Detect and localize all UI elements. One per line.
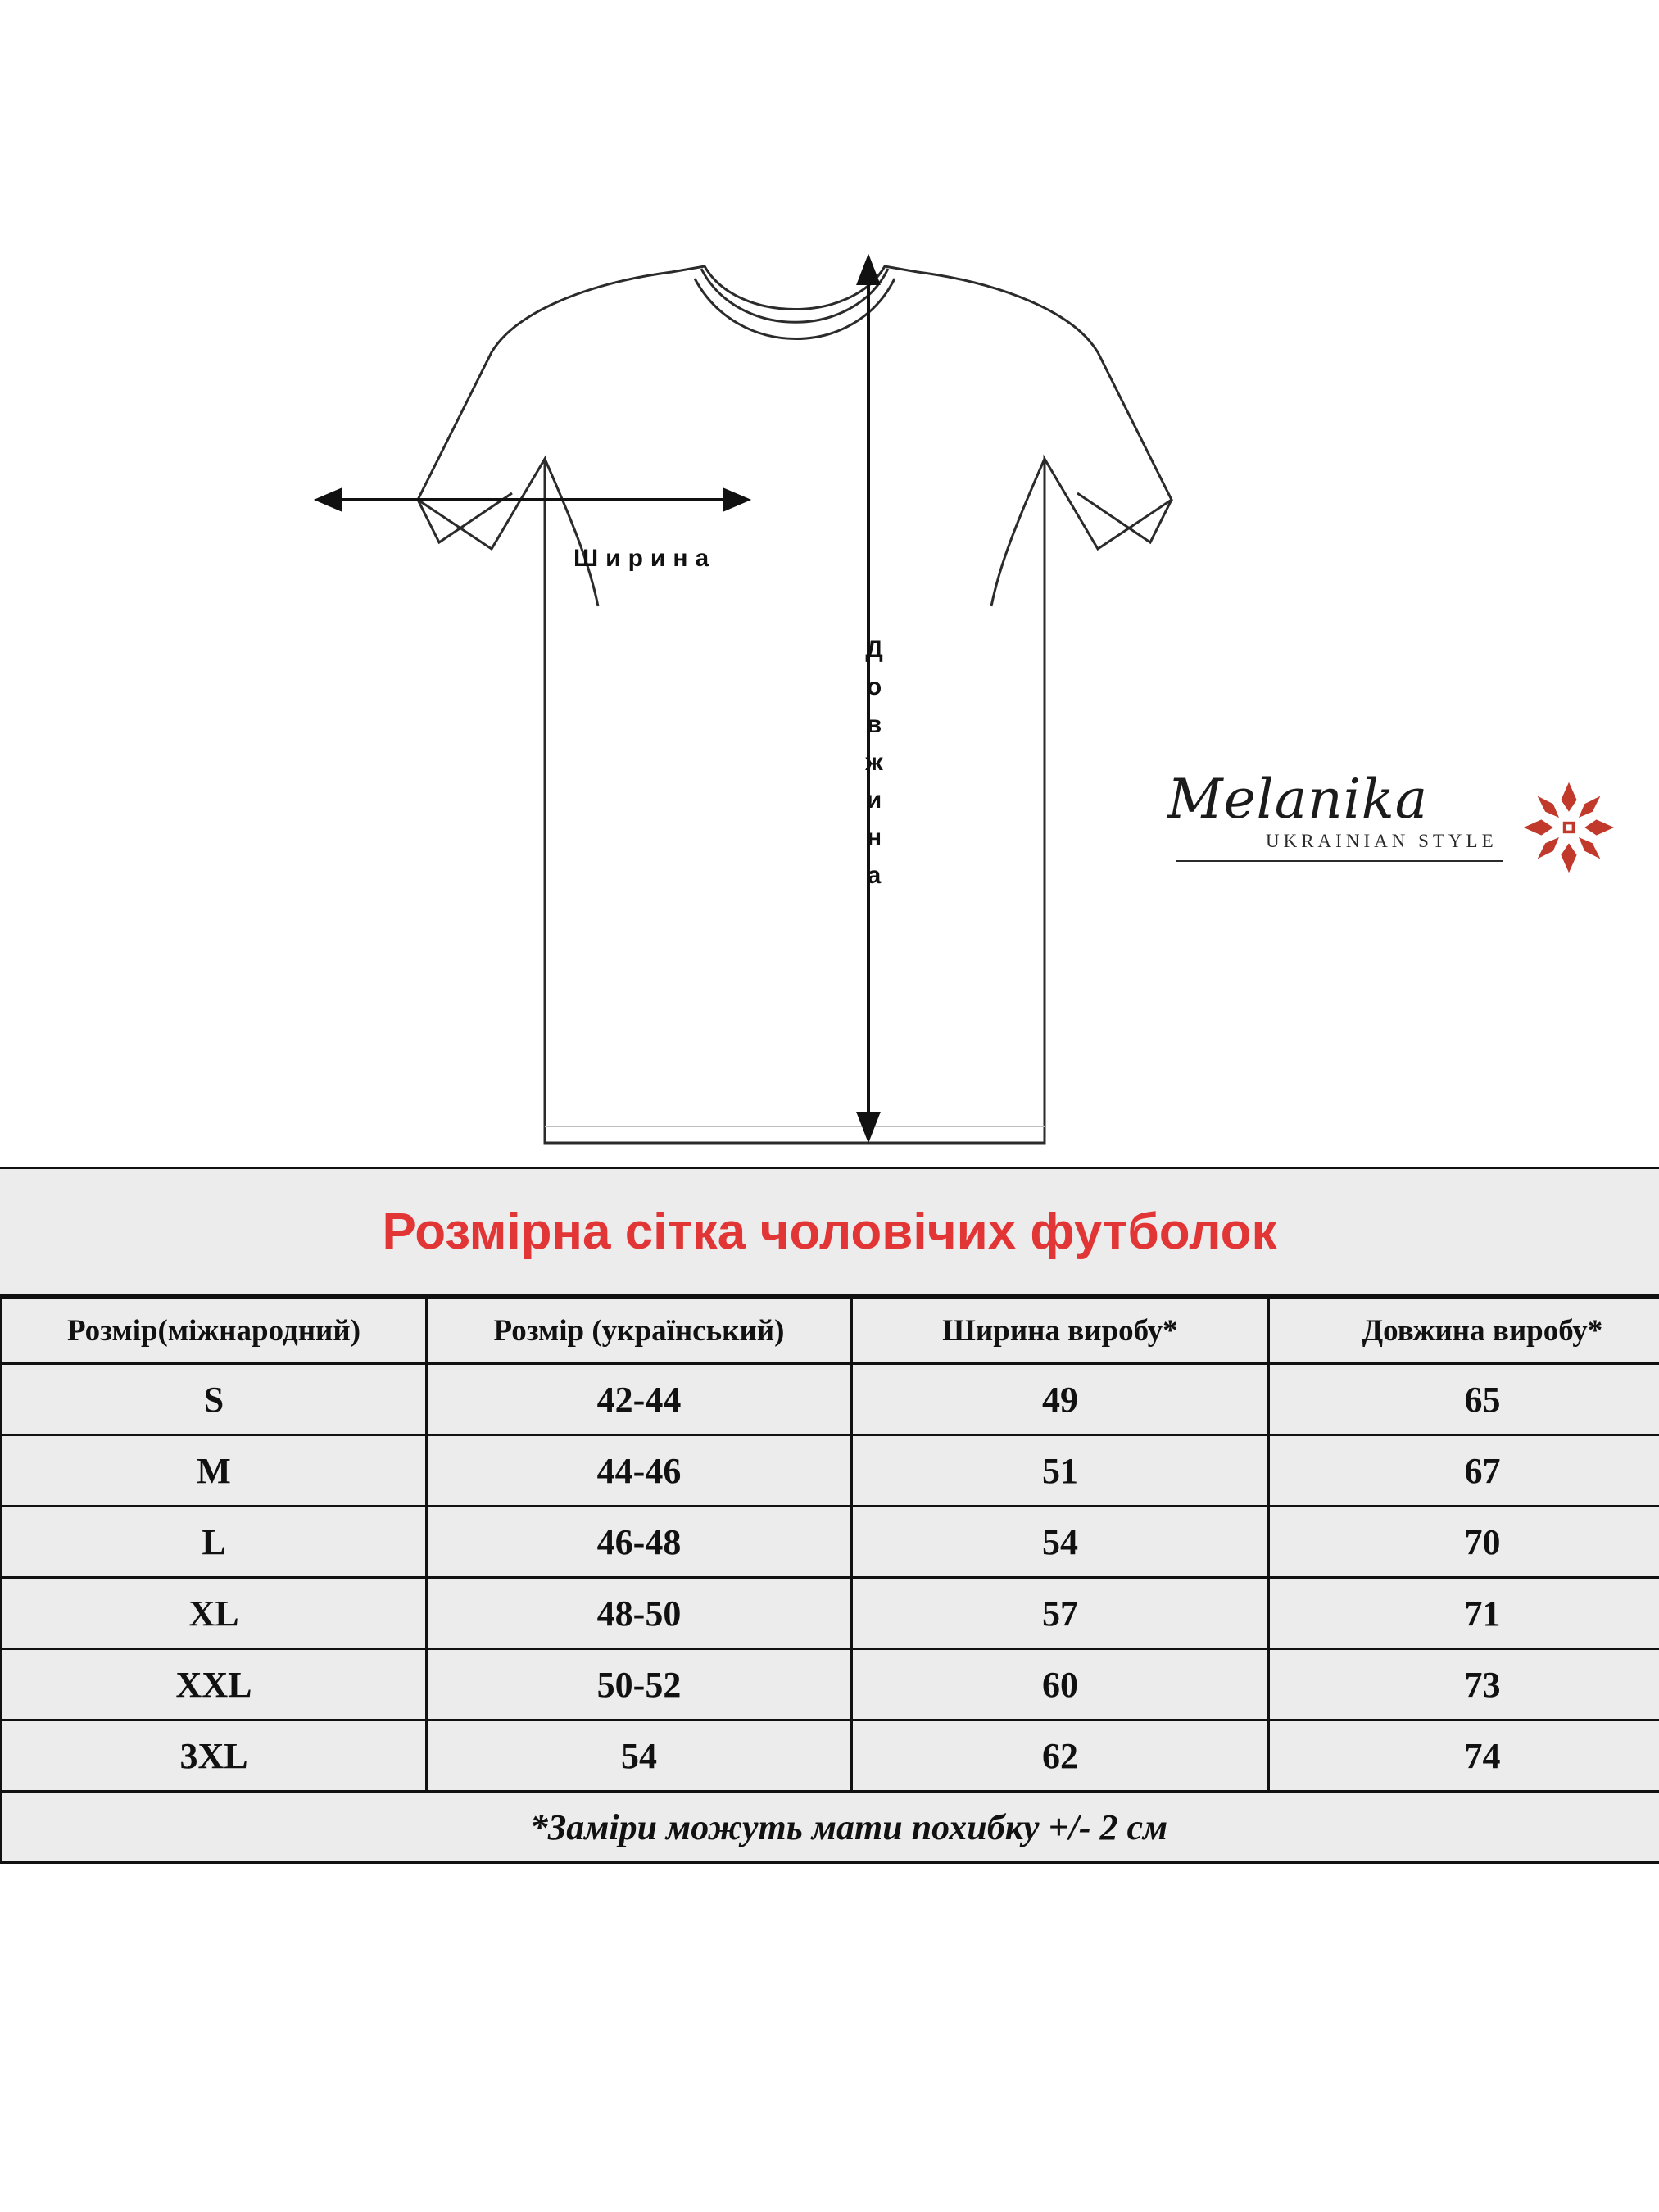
page-title: Розмірна сітка чоловічих футболок	[382, 1203, 1277, 1260]
cell-width: 49	[852, 1364, 1269, 1435]
cell-length: 73	[1269, 1649, 1659, 1720]
table-row	[2, 1435, 1659, 1507]
table-header-row	[2, 1298, 1659, 1364]
measurement-note: *Заміри можуть мати похибку +/- 2 см	[2, 1792, 1659, 1863]
length-label	[858, 631, 891, 895]
table-row	[2, 1578, 1659, 1649]
cell-international-size: M	[2, 1435, 427, 1507]
table-note-row	[2, 1792, 1659, 1863]
cell-ukrainian-size: 50-52	[427, 1649, 852, 1720]
cell-ukrainian-size: 46-48	[427, 1507, 852, 1578]
cell-ukrainian-size: 44-46	[427, 1435, 852, 1507]
column-header-width: Ширина виробу*	[852, 1298, 1269, 1364]
brand-name: Melanika	[1167, 768, 1429, 831]
cell-ukrainian-size: 42-44	[427, 1364, 852, 1435]
column-header-length: Довжина виробу*	[1269, 1298, 1659, 1364]
size-chart-title-band	[0, 1167, 1659, 1296]
cell-width: 51	[852, 1435, 1269, 1507]
length-label-char: о	[866, 673, 882, 700]
brand-underline	[1176, 860, 1503, 862]
cell-width: 54	[852, 1507, 1269, 1578]
cell-international-size: 3XL	[2, 1720, 427, 1792]
length-label-char: ж	[865, 749, 883, 776]
brand-logo-text	[1167, 770, 1512, 852]
length-label-char: и	[866, 786, 882, 814]
table-row	[2, 1364, 1659, 1435]
cell-international-size: XXL	[2, 1649, 427, 1720]
table-row	[2, 1649, 1659, 1720]
cell-international-size: S	[2, 1364, 427, 1435]
cell-length: 67	[1269, 1435, 1659, 1507]
cell-ukrainian-size: 54	[427, 1720, 852, 1792]
cell-width: 62	[852, 1720, 1269, 1792]
cell-international-size: L	[2, 1507, 427, 1578]
embroidery-star-icon	[1520, 778, 1618, 877]
length-label-char: Д	[865, 636, 883, 663]
width-label: Ширина	[573, 545, 717, 572]
cell-length: 74	[1269, 1720, 1659, 1792]
cell-width: 57	[852, 1578, 1269, 1649]
brand-logo	[1167, 770, 1626, 901]
cell-length: 70	[1269, 1507, 1659, 1578]
cell-length: 65	[1269, 1364, 1659, 1435]
size-table	[0, 1296, 1659, 1864]
cell-international-size: XL	[2, 1578, 427, 1649]
size-chart	[0, 1167, 1659, 1864]
length-label-char: н	[866, 824, 882, 851]
tshirt-outline-icon	[246, 254, 1344, 1163]
cell-width: 60	[852, 1649, 1269, 1720]
length-label-char: а	[867, 862, 882, 889]
length-label-char: в	[866, 711, 882, 738]
table-row	[2, 1720, 1659, 1792]
table-row	[2, 1507, 1659, 1578]
cell-length: 71	[1269, 1578, 1659, 1649]
column-header-ukrainian-size: Розмір (український)	[427, 1298, 852, 1364]
cell-ukrainian-size: 48-50	[427, 1578, 852, 1649]
column-header-international-size: Розмір(міжнародний)	[2, 1298, 427, 1364]
brand-tagline: UKRAINIAN STYLE	[1266, 831, 1498, 851]
